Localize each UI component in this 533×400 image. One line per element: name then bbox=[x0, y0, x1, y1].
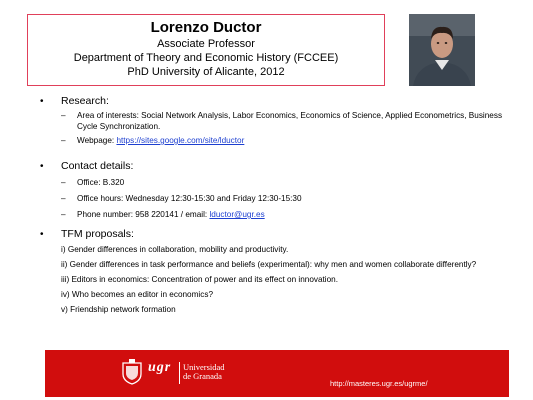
contact-title: Contact details: bbox=[61, 160, 134, 172]
tfm-item-1: i) Gender differences in collaboration, mobility and productivity. bbox=[61, 245, 289, 254]
research-title-row bbox=[40, 95, 507, 108]
phd-line: PhD University of Alicante, 2012 bbox=[127, 66, 285, 78]
tfm-title: TFM proposals: bbox=[61, 228, 134, 240]
research-interests bbox=[40, 110, 507, 132]
tfm-item-2: ii) Gender differences in task performance and beliefs (experimental): why men and women collaborate differently? bbox=[61, 260, 477, 269]
header-box bbox=[27, 14, 385, 86]
hours-text: Office hours: Wednesday 12:30-15:30 and Friday 12:30-15:30 bbox=[77, 194, 302, 203]
university-name bbox=[183, 363, 225, 381]
dash-icon: – bbox=[61, 194, 66, 203]
tfm-section bbox=[40, 228, 501, 319]
contact-title-row bbox=[40, 160, 302, 173]
office-text: Office: B.320 bbox=[77, 178, 125, 187]
university-seal-icon bbox=[121, 359, 143, 385]
footer-banner bbox=[45, 350, 509, 397]
contact-office bbox=[40, 177, 302, 188]
bullet-icon: • bbox=[40, 96, 44, 107]
profile-photo bbox=[409, 14, 475, 86]
footer-url-link[interactable]: http://masteres.ugr.es/ugrme/ bbox=[330, 379, 428, 388]
tfm-item-3: iii) Editors in economics: Concentration of power and its effect on innovation. bbox=[61, 275, 339, 284]
email-link[interactable]: lductor@ugr.es bbox=[209, 210, 265, 219]
contact-phone bbox=[40, 209, 302, 220]
tfm-title-row bbox=[40, 228, 501, 241]
webpage-link[interactable]: https://sites.google.com/site/lductor bbox=[116, 136, 245, 145]
person-name: Lorenzo Ductor bbox=[150, 19, 262, 36]
university-line-1: Universidad bbox=[183, 362, 225, 372]
tfm-item-4: iv) Who becomes an editor in economics? bbox=[61, 290, 213, 299]
dash-icon: – bbox=[61, 210, 66, 219]
research-title: Research: bbox=[61, 95, 109, 107]
bullet-icon: • bbox=[40, 161, 44, 172]
person-portrait-icon bbox=[409, 14, 475, 86]
job-title: Associate Professor bbox=[157, 38, 255, 50]
department: Department of Theory and Economic History (FCCEE) bbox=[73, 52, 339, 64]
research-webpage bbox=[40, 135, 507, 146]
tfm-item-5: v) Friendship network formation bbox=[61, 305, 176, 314]
dash-icon: – bbox=[61, 178, 66, 187]
bullet-icon: • bbox=[40, 229, 44, 240]
dash-icon: – bbox=[61, 111, 66, 120]
ugr-logo-text: ugr bbox=[148, 360, 172, 375]
logo-divider bbox=[179, 362, 180, 384]
research-section bbox=[40, 95, 507, 146]
contact-section bbox=[40, 160, 302, 220]
research-interests-text: Area of interests: Social Network Analysis, Labor Economics, Economics of Science, Applied Econometrics, Business Cycle Synchronization. bbox=[77, 111, 503, 131]
dash-icon: – bbox=[61, 136, 66, 145]
webpage-label: Webpage: bbox=[77, 136, 117, 145]
university-line-2: de Granada bbox=[183, 371, 222, 381]
phone-label: Phone number: 958 220141 / email: bbox=[77, 210, 210, 219]
contact-hours bbox=[40, 193, 302, 204]
